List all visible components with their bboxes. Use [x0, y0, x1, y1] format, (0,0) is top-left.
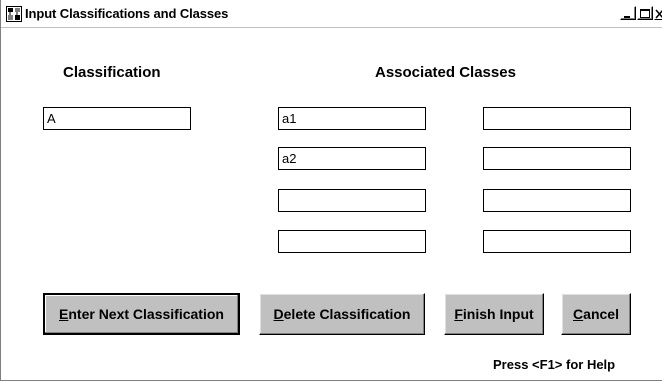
associated-class-input-1-1[interactable] [278, 107, 426, 130]
window-title: Input Classifications and Classes [25, 6, 229, 21]
minimize-button[interactable] [620, 6, 636, 20]
close-icon [655, 8, 662, 20]
maximize-icon [638, 8, 652, 20]
app-icon [6, 6, 22, 22]
associated-classes-heading: Associated Classes [375, 64, 516, 81]
classification-input[interactable] [43, 107, 191, 130]
finish-accelerator: F [454, 306, 463, 322]
finish-label: inish Input [462, 306, 534, 322]
finish-input-button[interactable] [444, 293, 544, 335]
associated-class-input-2-3[interactable] [483, 189, 631, 212]
delete-accelerator: D [273, 306, 284, 322]
minimize-icon [621, 8, 635, 20]
enter-next-accelerator: E [59, 306, 69, 322]
title-bar[interactable] [1, 0, 662, 28]
enter-next-label: nter Next Classification [68, 306, 224, 322]
maximize-button[interactable] [637, 6, 653, 20]
associated-class-input-2-1[interactable] [483, 107, 631, 130]
delete-classification-button[interactable] [259, 293, 425, 335]
help-hint: Press <F1> for Help [493, 357, 616, 372]
classification-heading: Classification [63, 64, 161, 81]
associated-class-input-1-2[interactable] [278, 147, 426, 170]
associated-class-input-1-4[interactable] [278, 230, 426, 253]
delete-label: elete Classification [283, 306, 411, 322]
cancel-accelerator: C [573, 306, 584, 322]
associated-class-input-1-3[interactable] [278, 189, 426, 212]
associated-class-input-2-2[interactable] [483, 147, 631, 170]
cancel-label: ancel [583, 306, 619, 322]
close-button[interactable] [654, 6, 662, 20]
associated-class-input-2-4[interactable] [483, 230, 631, 253]
enter-next-classification-button[interactable] [43, 293, 240, 335]
cancel-button[interactable] [561, 293, 631, 335]
